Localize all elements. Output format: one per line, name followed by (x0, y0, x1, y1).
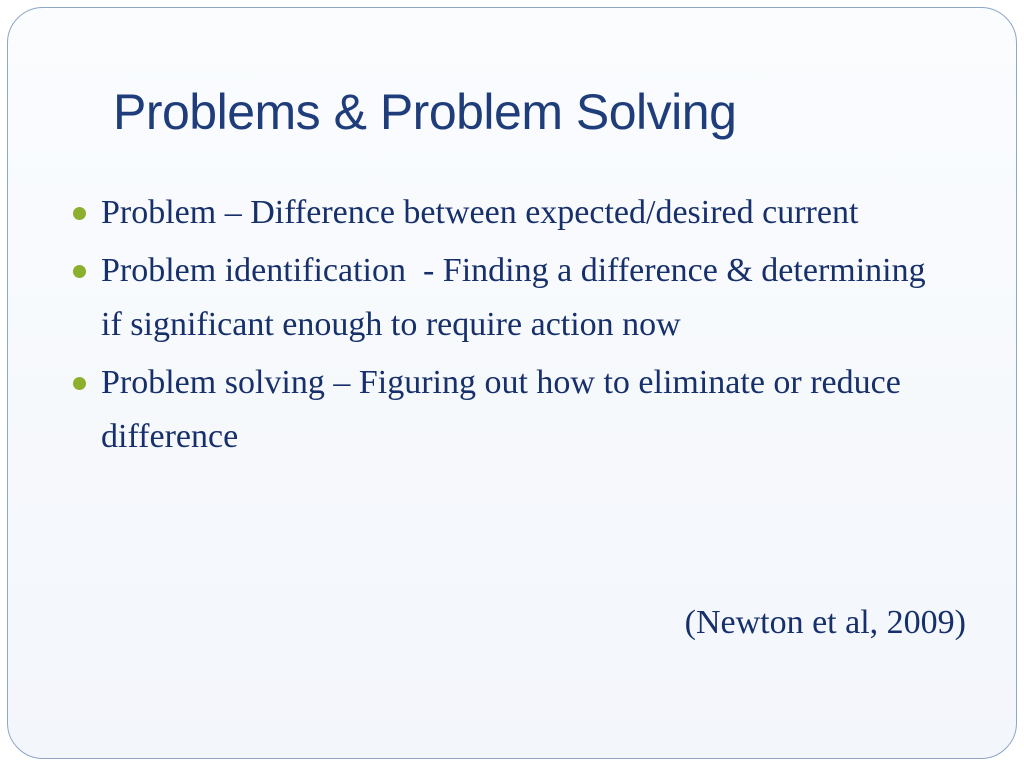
slide-title: Problems & Problem Solving (113, 84, 737, 140)
citation: (Newton et al, 2009) (684, 604, 966, 641)
bullet-text: Problem solving – Figuring out how to eliminate or reduce difference (101, 364, 901, 455)
bullet-item (72, 356, 952, 464)
bullet-dot-icon (73, 265, 86, 278)
bullet-dot-icon (73, 207, 86, 220)
bullet-item (72, 186, 952, 240)
bullet-dot-icon (73, 377, 86, 390)
bullet-text: Problem – Difference between expected/desired current (101, 194, 859, 231)
bullet-item (72, 244, 952, 352)
bullet-list (72, 186, 952, 468)
bullet-text: Problem identification - Finding a difference & determining if significant enough to require action now (101, 252, 935, 343)
